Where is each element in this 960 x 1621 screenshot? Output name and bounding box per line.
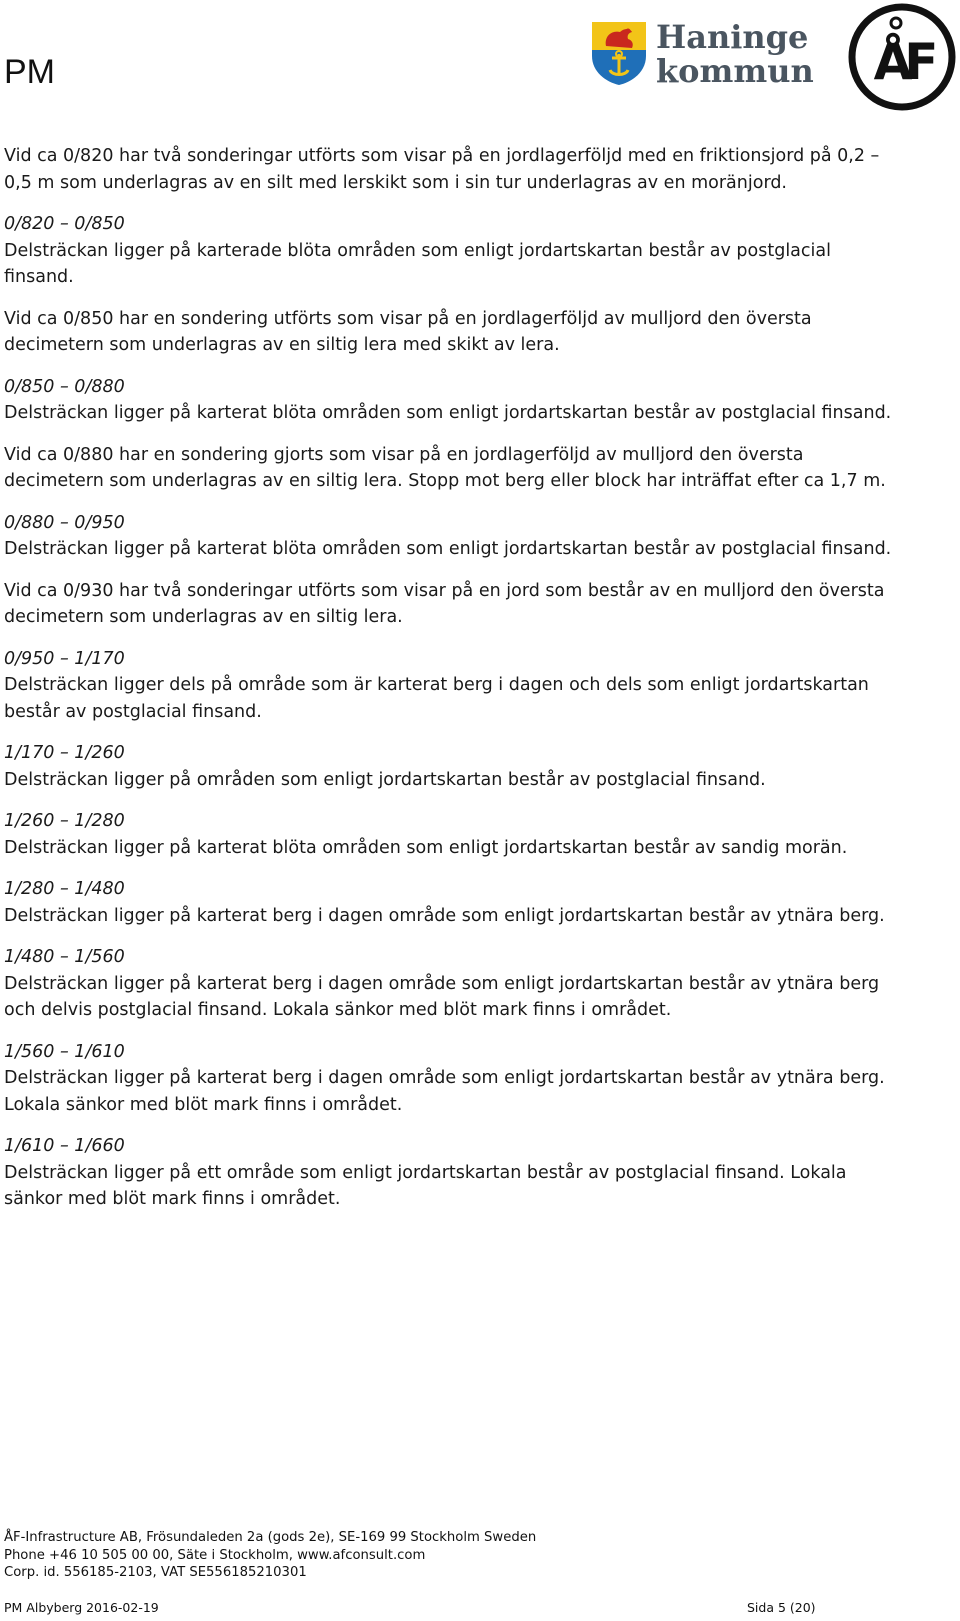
footer-address: ÅF-Infrastructure AB, Frösundaleden 2a (gods 2e), SE-169 99 Stockholm Sweden xyxy=(4,1530,537,1545)
section-paragraph: Vid ca 0/820 har två sonderingar utförts som visar på en jordlagerföljd med en friktionsjord på 0,2 – 0,5 m som underlagras av en silt med lerskikt som i sin tur underlagras av en moränjord. xyxy=(4,146,880,193)
municipality-name xyxy=(656,20,814,88)
document-reference: PM Albyberg 2016-02-19 xyxy=(4,1600,159,1615)
section-heading: 1/610 – 1/660 xyxy=(4,1136,125,1156)
municipality-shield-icon xyxy=(588,20,650,86)
section-paragraph: Delsträckan ligger på karterat berg i dagen område som enligt jordartskartan består av ytnära berg. xyxy=(4,905,885,926)
section-paragraph: Delsträckan ligger på områden som enligt jordartskartan består av postglacial finsand. xyxy=(4,769,766,790)
section-paragraph: Delsträckan ligger på karterat berg i dagen område som enligt jordartskartan består av ytnära berg och delvis postglacial finsand. Lokala sänkor med blöt mark finns i området. xyxy=(4,973,880,1020)
section-paragraph: Delsträckan ligger på karterat blöta områden som enligt jordartskartan består av sandig morän. xyxy=(4,837,848,858)
page-number: Sida 5 (20) xyxy=(747,1600,816,1615)
section-heading: 1/560 – 1/610 xyxy=(4,1041,125,1062)
section-heading: 0/950 – 1/170 xyxy=(4,648,125,669)
section-heading: 1/260 – 1/280 xyxy=(4,811,125,831)
section-paragraph: Vid ca 0/930 har två sonderingar utförts som visar på en jord som består av en mulljord den översta decimetern som underlagras av en siltig lera. xyxy=(4,580,885,627)
section-paragraph: Delsträckan ligger på karterat blöta områden som enligt jordartskartan består av postglacial finsand. xyxy=(4,403,892,423)
section-paragraph: Delsträckan ligger på karterat berg i dagen område som enligt jordartskartan består av ytnära berg. Lokala sänkor med blöt mark finns i området. xyxy=(4,1068,885,1115)
footer-corp-id: Corp. id. 556185-2103, VAT SE556185210301 xyxy=(4,1565,307,1580)
section-paragraph: Delsträckan ligger på karterade blöta områden som enligt jordartskartan består av postglacial finsand. xyxy=(4,240,831,287)
page-title: PM xyxy=(4,53,55,91)
section-paragraph: Vid ca 0/850 har en sondering utförts som visar på en jordlagerföljd av mulljord den översta decimetern som underlagras av en siltig lera med skikt av lera. xyxy=(4,308,812,355)
section-heading: 1/170 – 1/260 xyxy=(4,743,125,763)
logo-line-haninge: Haninge xyxy=(656,18,809,56)
section-paragraph: Delsträckan ligger på karterat blöta områden som enligt jordartskartan består av postglacial finsand. xyxy=(4,539,892,559)
document-body xyxy=(4,143,904,1213)
section-heading: 1/280 – 1/480 xyxy=(4,879,125,899)
logo-line-kommun: kommun xyxy=(656,52,814,90)
af-logo xyxy=(846,1,958,113)
company-footer xyxy=(4,1529,536,1582)
section-heading: 1/480 – 1/560 xyxy=(4,947,125,967)
section-heading: 0/880 – 0/950 xyxy=(4,512,125,533)
footer-phone: Phone +46 10 505 00 00, Säte i Stockholm, www.afconsult.com xyxy=(4,1547,426,1563)
section-heading: 0/850 – 0/880 xyxy=(4,376,125,397)
section-paragraph: Delsträckan ligger på ett område som enligt jordartskartan består av postglacial finsand. Lokala sänkor med blöt mark finns i området. xyxy=(4,1162,847,1209)
af-logo-letters: ÅF xyxy=(873,33,931,91)
section-heading: 0/820 – 0/850 xyxy=(4,214,125,234)
section-paragraph: Vid ca 0/880 har en sondering gjorts som visar på en jordlagerföljd av mulljord den översta decimetern som underlagras av en siltig lera. Stopp mot berg eller block har inträffat efter ca 1,7 m. xyxy=(4,444,886,491)
section-paragraph: Delsträckan ligger dels på område som är karterat berg i dagen och dels som enligt jordartskartan består av postglacial finsand. xyxy=(4,675,869,722)
haninge-kommun-logo xyxy=(588,18,814,90)
